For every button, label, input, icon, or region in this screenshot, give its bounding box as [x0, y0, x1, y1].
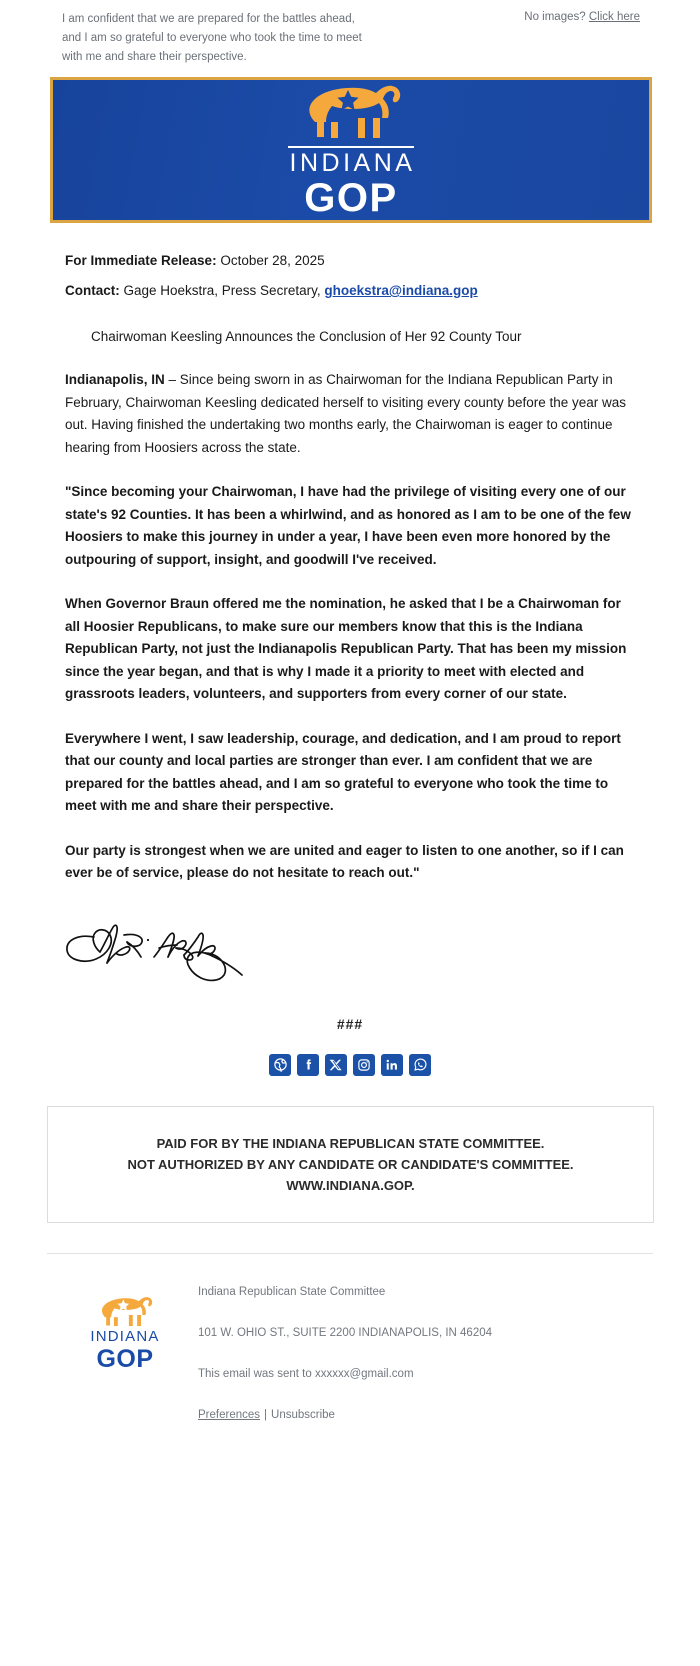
header-banner[interactable] [50, 77, 652, 223]
footer-gop-text: GOP [96, 1344, 154, 1373]
press-release-headline: Chairwoman Keesling Announces the Conclusion of Her 92 County Tour [91, 329, 522, 344]
preheader [0, 0, 700, 71]
email-footer [0, 1254, 700, 1464]
no-images-block [524, 10, 640, 23]
email-body [0, 223, 700, 885]
footer-sent-to: This email was sent to xxxxxx@gmail.com [198, 1367, 414, 1380]
banner-gop-text: GOP [304, 175, 398, 220]
facebook-icon[interactable] [297, 1054, 319, 1076]
footer-elephant-icon [94, 1292, 156, 1328]
lede-text: – Since being sworn in as Chairwoman for the Indiana Republican Party in February, Chairwoman Keesling dedicated herself to visiting every county before the year was out. Having finished the undertaking two months early, the Chairwoman is eager to continue hearing from Hoosiers across the state. [65, 372, 627, 455]
quote-paragraph-4: Our party is strongest when we are united and eager to listen to one another, so if I can ever be of service, please do not hesitate to reach out." [65, 842, 624, 880]
quote-paragraph-1: "Since becoming your Chairwoman, I have had the privilege of visiting every one of our state's 92 Counties. It has been a whirlwind, and as honored as I am to be one of the few Hoosiers to make this journey in under a year, I have been even more honored by the outpouring of support, insight, and goodwill I've received. [65, 484, 631, 567]
lede-paragraph [65, 369, 638, 459]
release-date-line [65, 251, 638, 271]
disclaimer-line-1: PAID FOR BY THE INDIANA REPUBLICAN STATE COMMITTEE. [156, 1135, 545, 1151]
whatsapp-icon[interactable] [409, 1054, 431, 1076]
contact-label: Contact: [65, 283, 120, 298]
contact-name: Gage Hoekstra, Press Secretary, [119, 283, 325, 298]
quote-paragraph-2: When Governor Braun offered me the nomination, he asked that I be a Chairwoman for all Hoosier Republicans, to make sure our members know that this is the Indiana Republican Party, not just the Indianapolis Republican Party. That has been my mission since the year began, and that is why I made it a priority to meet with elected and grassroots leaders, volunteers, and supporters from every corner of our state. [65, 596, 627, 701]
footer-details [180, 1280, 492, 1424]
social-links-row [0, 1032, 700, 1076]
disclaimer-line-3: WWW.INDIANA.GOP. [286, 1177, 415, 1193]
banner-indiana-text: INDIANA [289, 148, 416, 177]
no-images-label: No images? [524, 11, 586, 23]
banner-divider [288, 146, 414, 148]
banner-wrapper [0, 71, 700, 223]
disclaimer-line-2: NOT AUTHORIZED BY ANY CANDIDATE OR CANDIDATE'S COMMITTEE. [127, 1156, 574, 1172]
unsubscribe-link[interactable]: Unsubscribe [271, 1408, 335, 1421]
dateline: Indianapolis, IN [65, 372, 165, 387]
contact-line [65, 281, 638, 301]
release-date: October 28, 2025 [216, 253, 325, 268]
footer-address: 101 W. OHIO ST., SUITE 2200 INDIANAPOLIS, IN 46204 [198, 1326, 493, 1339]
website-icon[interactable] [269, 1054, 291, 1076]
linkedin-icon[interactable] [381, 1054, 403, 1076]
footer-org-name: Indiana Republican State Committee [198, 1285, 386, 1298]
banner-logo-lockup [287, 78, 416, 219]
instagram-icon[interactable] [353, 1054, 375, 1076]
footer-link-separator: | [264, 1408, 268, 1421]
footer-links [198, 1407, 492, 1424]
immediate-release-label: For Immediate Release: [65, 253, 217, 268]
end-marker: ### [336, 1015, 364, 1032]
paid-for-disclaimer [47, 1106, 654, 1223]
quote-paragraph-3: Everywhere I went, I saw leadership, courage, and dedication, and I am proud to report that our county and local parties are stronger than ever. I am confident that we are prepared for the battles ahead, and I am so grateful to everyone who took the time to meet with me and share their perspective. [65, 730, 621, 813]
x-twitter-icon[interactable] [325, 1054, 347, 1076]
signature-image [58, 907, 268, 985]
view-in-browser-link[interactable]: Click here [588, 11, 640, 23]
preheader-text: I am confident that we are prepared for the battles ahead, and I am so grateful to everyone who took the time to meet with me and share their perspective. [62, 13, 362, 63]
contact-email-link[interactable]: ghoekstra@indiana.gop [324, 283, 478, 298]
disclaimer-wrapper [0, 1076, 700, 1223]
footer-logo [70, 1280, 180, 1373]
signature-block [0, 885, 700, 990]
preferences-link[interactable]: Preferences [198, 1408, 261, 1421]
footer-indiana-text: INDIANA [90, 1327, 160, 1345]
republican-elephant-icon [295, 78, 407, 145]
